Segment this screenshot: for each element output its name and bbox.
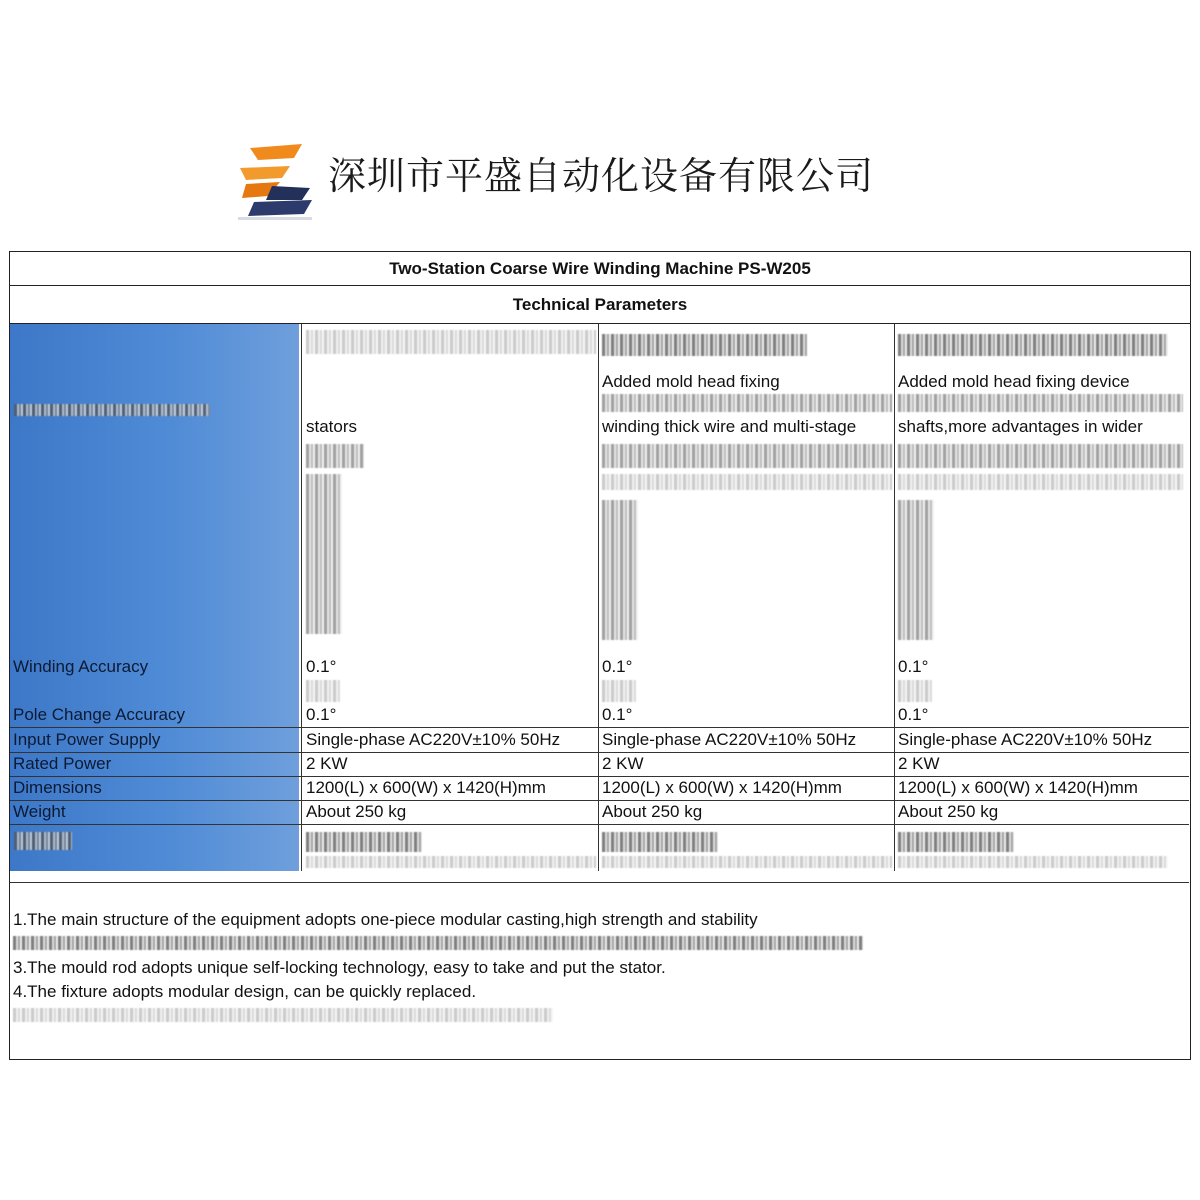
blurred-stack-2	[602, 500, 638, 640]
blurred-block-2b	[602, 474, 892, 490]
feature-note-5-blurred	[13, 1004, 1183, 1028]
blurred-stack-3	[898, 500, 934, 640]
blurred-block-3a	[898, 444, 1183, 468]
label-weight: Weight	[13, 802, 66, 821]
blurred-last-col3-b	[898, 856, 1168, 868]
weight-col1: About 250 kg	[306, 802, 407, 821]
input-power-col2: Single-phase AC220V±10% 50Hz	[602, 730, 857, 749]
blurred-gap-2	[602, 680, 636, 702]
spec-table	[9, 251, 1191, 1060]
dimensions-col3: 1200(L) x 600(W) x 1420(H)mm	[898, 778, 1138, 797]
applications-col3-line1: Added mold head fixing device	[898, 372, 1130, 391]
label-winding-accuracy: Winding Accuracy	[13, 657, 149, 676]
blurred-applications-col3	[898, 394, 1183, 412]
blurred-last-col3	[898, 832, 1014, 852]
feature-note-2-blurred	[13, 932, 1183, 956]
rated-power-col2: 2 KW	[602, 754, 644, 773]
winding-accuracy-col3: 0.1°	[898, 657, 929, 676]
blurred-last-col2	[602, 832, 718, 852]
pole-change-accuracy-col3: 0.1°	[898, 705, 929, 724]
blurred-note-5	[13, 1008, 553, 1022]
row-divider	[10, 727, 1189, 728]
blurred-label-applications	[14, 404, 210, 416]
input-power-col3: Single-phase AC220V±10% 50Hz	[898, 730, 1153, 749]
blurred-header-3	[898, 334, 1168, 356]
blurred-last-col1-b	[306, 856, 596, 868]
applications-col2-line1: Added mold head fixing	[602, 372, 780, 391]
winding-accuracy-col2: 0.1°	[602, 657, 633, 676]
row-divider	[10, 752, 1189, 753]
row-divider	[10, 824, 1189, 825]
table-title: Two-Station Coarse Wire Winding Machine PS-W205	[10, 252, 1190, 286]
company-logo-icon	[232, 138, 316, 224]
feature-note-3: 3.The mould rod adopts unique self-locking technology, easy to take and put the stator.	[13, 958, 666, 977]
blurred-last-col2-b	[602, 856, 892, 868]
blurred-block-2a	[602, 444, 892, 468]
rated-power-col1: 2 KW	[306, 754, 348, 773]
company-name: 深圳市平盛自动化设备有限公司	[328, 153, 875, 198]
blurred-last-col1	[306, 832, 422, 852]
weight-col2: About 250 kg	[602, 802, 703, 821]
label-rated-power: Rated Power	[13, 754, 112, 773]
applications-col3-line2: shafts,more advantages in wider	[898, 417, 1143, 436]
rated-power-col3: 2 KW	[898, 754, 940, 773]
blurred-label-last	[14, 832, 72, 850]
weight-col3: About 250 kg	[898, 802, 999, 821]
dimensions-col2: 1200(L) x 600(W) x 1420(H)mm	[602, 778, 842, 797]
feature-note-4: 4.The fixture adopts modular design, can be quickly replaced.	[13, 982, 477, 1001]
applications-col1: stators	[306, 417, 358, 436]
row-divider	[10, 800, 1189, 801]
pole-change-accuracy-col2: 0.1°	[602, 705, 633, 724]
label-input-power-supply: Input Power Supply	[13, 730, 161, 749]
blurred-note-2	[13, 936, 863, 950]
applications-col2-line2: winding thick wire and multi-stage	[602, 417, 857, 436]
dimensions-col1: 1200(L) x 600(W) x 1420(H)mm	[306, 778, 546, 797]
spec-grid	[10, 324, 1189, 871]
input-power-col1: Single-phase AC220V±10% 50Hz	[306, 730, 561, 749]
blurred-header-2	[602, 334, 807, 356]
blurred-gap-1	[306, 680, 340, 702]
pole-change-accuracy-col1: 0.1°	[306, 705, 337, 724]
blurred-applications-col2	[602, 394, 892, 412]
blurred-header-1	[306, 330, 596, 354]
blurred-gap-3	[898, 680, 932, 702]
label-pole-change-accuracy: Pole Change Accuracy	[13, 705, 185, 724]
table-subtitle: Technical Parameters	[10, 286, 1190, 324]
blurred-block-3b	[898, 474, 1183, 490]
winding-accuracy-col1: 0.1°	[306, 657, 337, 676]
blurred-stack-1	[306, 474, 342, 634]
table-bottom-divider	[10, 882, 1189, 883]
company-header	[232, 138, 874, 224]
feature-notes	[13, 908, 1183, 1028]
blurred-block-1a	[306, 444, 364, 468]
label-dimensions: Dimensions	[13, 778, 102, 797]
feature-note-1: 1.The main structure of the equipment adopts one-piece modular casting,high strength and stability	[13, 910, 758, 929]
row-divider	[10, 776, 1189, 777]
